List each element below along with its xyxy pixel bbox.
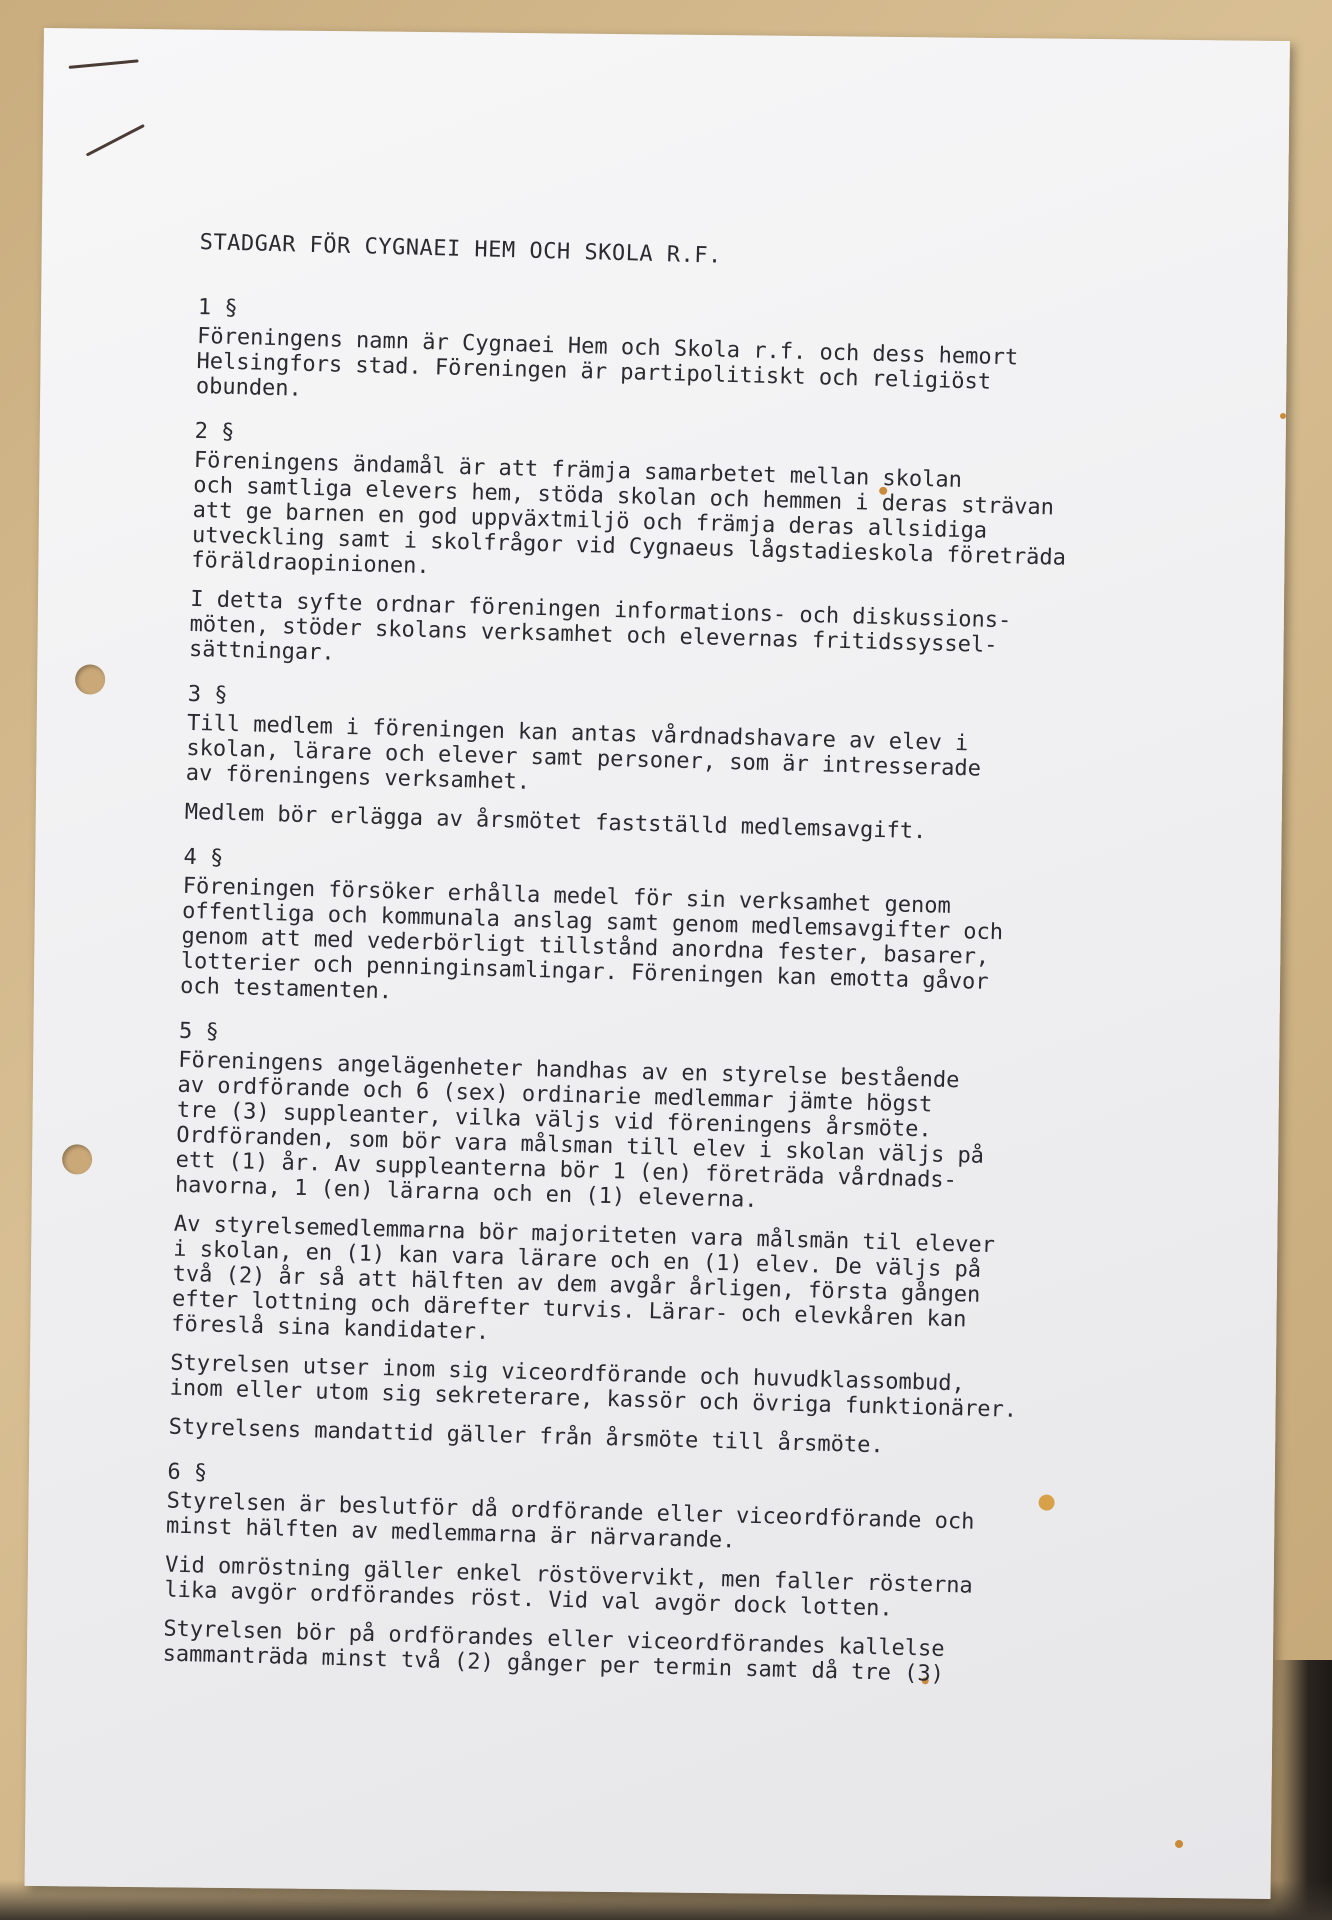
section-paragraph: Styrelsen är beslutför då ordförande eller viceordförande och minst hälften av medlemmarna är närvarande. xyxy=(165,1488,975,1554)
section-paragraph: Styrelsens mandattid gäller från årsmöte till årsmöte. xyxy=(168,1414,884,1459)
section-3 xyxy=(184,682,1267,853)
staple-mark xyxy=(86,124,145,157)
section-paragraph: Styrelsen bör på ordförandes eller viceordförandes kallelse sammanträda minst två (2) gånger per termin samt då tre (3) xyxy=(162,1616,945,1687)
section-1 xyxy=(196,295,1278,427)
section-paragraph: Föreningens angelägenheter handhas av en styrelse bestående av ordförande och 6 (sex) ordinarie medlemmar jämte högst tre (3) suppleanter, vilka väljs vid föreningens årsmöte. Ordföranden, som bör vara målsman till elev i skolan väljs på ett (1) år. Av suppleanterna bör 1 (en) företräda vårdnads- havorna, 1 (en) lärarna och en (1) eleverna. xyxy=(174,1047,985,1213)
section-paragraph: Föreningen försöker erhålla medel för sin verksamhet genom offentliga och kommunala anslag samt genom medlemsavgifter och genom att med vederbörligt tillstånd anordna fester, basarer, lotterier och penninginsamlingar. Föreningen kan emotta gåvor och testamenten. xyxy=(179,873,1004,1005)
staple-mark xyxy=(69,59,139,69)
section-paragraph: I detta syfte ordnar föreningen informations- och diskussions- möten, stöder skolans verksamhet och elevernas fritidssyssel- sättningar. xyxy=(188,586,1012,666)
ink-spot xyxy=(1175,1840,1183,1848)
section-paragraph: Föreningens ändamål är att främja samarbetet mellan skolan och samtliga elevers hem, stöda skolan och hemmen i deras strävan att ge barnen en god uppväxtmiljö och främja deras allsidiga utveckling samt i skolfrågor vid Cygnaeus lågstadieskola företräda föräldraopinionen. xyxy=(191,447,1067,580)
section-2 xyxy=(189,419,1275,690)
section-6 xyxy=(162,1460,1247,1695)
document-title: STADGAR FÖR CYGNAEI HEM OCH SKOLA R.F. xyxy=(199,230,723,269)
section-4 xyxy=(180,845,1264,1027)
punch-hole xyxy=(75,664,105,694)
section-number: 4 § xyxy=(183,844,224,871)
section-5 xyxy=(168,1019,1259,1468)
section-number: 2 § xyxy=(194,418,235,445)
section-number: 5 § xyxy=(178,1018,220,1045)
section-number: 1 § xyxy=(197,294,239,322)
section-paragraph: Av styrelsemedlemmarna bör majoriteten vara målsmän til elever i skolan, en (1) kan vara lärare och en (1) elev. De väljs på två (2) år så att hälften av dem avgår årligen, första gången efter lottning och därefter turvis. Lärar- och elevkåren kan föreslå sina kandidater. xyxy=(171,1211,996,1345)
section-number: 3 § xyxy=(187,681,228,708)
section-number: 6 § xyxy=(167,1459,208,1486)
section-paragraph: Till medlem i föreningen kan antas vårdnadshavare av elev i skolan, lärare och elever samt personer, som är intresserade av föreningens verksamhet. xyxy=(185,710,982,795)
section-paragraph: Föreningens namn är Cygnaei Hem och Skola r.f. och dess hemort Helsingfors stad. Föreningen är partipolitiskt och religiöst obunden. xyxy=(195,323,1019,402)
document-body xyxy=(162,230,1280,1715)
punch-hole xyxy=(62,1144,92,1174)
section-paragraph: Vid omröstning gäller enkel röstövervikt, men faller rösterna lika avgör ordförandes röst. Vid val avgör dock lotten. xyxy=(164,1552,974,1622)
section-paragraph: Medlem bör erlägga av årsmötet fastställd medlemsavgift. xyxy=(184,799,927,845)
ink-spot xyxy=(1280,413,1286,419)
section-paragraph: Styrelsen utser inom sig viceordförande och huvudklassombud, inom eller utom sig sekreterare, kassör och övriga funktionärer. xyxy=(169,1350,1018,1423)
